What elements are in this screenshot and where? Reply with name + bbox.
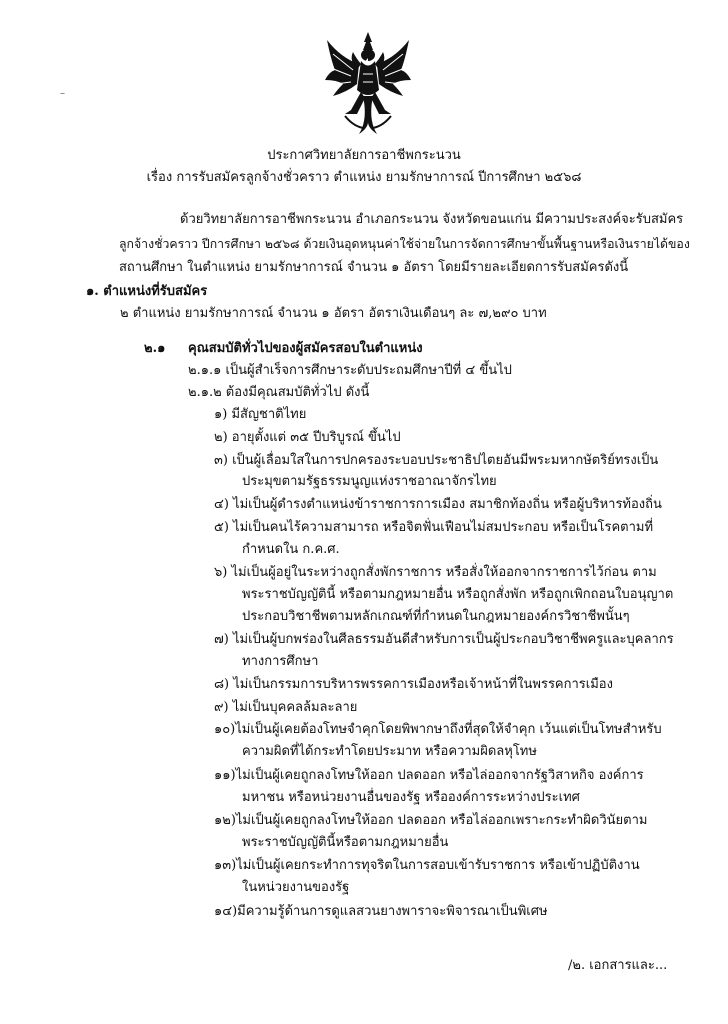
intro-line-1: ด้วยวิทยาลัยการอาชีพกระนวน อำเภอกระนวน จังหวัดขอนแก่น มีความประสงค์จะรับสมัคร: [180, 212, 684, 227]
intro-line-3: สถานศึกษา ในตำแหน่ง ยามรักษาการณ์ จำนวน ๑ อัตรา โดยมีรายละเอียดการรับสมัครดังนี้: [119, 260, 629, 275]
continuation-note: /๒. เอกสารและ...: [568, 958, 668, 973]
list-item: ๑) มีสัญชาติไทย: [214, 407, 307, 422]
list-item-continued: ประกอบวิชาชีพตามหลักเกณฑ์ที่กำหนดในกฎหมายองค์กรวิชาชีพนั้นๆ: [242, 609, 630, 624]
intro-line-2: ลูกจ้างชั่วคราว ปีการศึกษา ๒๕๖๘ ด้วยเงินอุดหนุนค่าใช้จ่ายในการจัดการศึกษาขั้นพื้นฐานหรือเงินรายได้ของ: [119, 237, 690, 251]
list-item: ๒) อายุตั้งแต่ ๓๕ ปีบริบูรณ์ ขึ้นไป: [214, 430, 401, 445]
scan-mark: –: [60, 88, 65, 99]
list-item-continued: ความผิดที่ได้กระทำโดยประมาท หรือความผิดลหุโทษ: [242, 744, 537, 759]
position-line: ๒ ตำแหน่ง ยามรักษาการณ์ จำนวน ๑ อัตรา อัตราเงินเดือนๆ ละ ๗,๒๙๐ บาท: [120, 306, 547, 321]
list-item: ๕) ไม่เป็นคนไร้ความสามารถ หรือจิตฟั่นเฟือนไม่สมประกอบ หรือเป็นโรคตามที่: [214, 520, 654, 535]
list-item-continued: พระราชบัญญัตินี้หรือตามกฎหมายอื่น: [242, 835, 449, 850]
list-item: ๔) ไม่เป็นผู้ดำรงตำแหน่งข้าราชการการเมือง สมาชิกท้องถิ่น หรือผู้บริหารท้องถิ่น: [214, 497, 662, 512]
list-item: ๗) ไม่เป็นผู้บกพร่องในศีลธรรมอันดีสำหรับการเป็นผู้ประกอบวิชาชีพครูและบุคลากร: [214, 632, 674, 647]
list-item: ๖) ไม่เป็นผู้อยู่ในระหว่างถูกสั่งพักราชการ หรือสั่งให้ออกจากราชการไว้ก่อน ตาม: [214, 565, 657, 580]
announcement-title: ประกาศวิทยาลัยการอาชีพกระนวน: [267, 148, 461, 163]
list-item: ๑๔)มีความรู้ด้านการดูแลสวนยางพาราจะพิจารณาเป็นพิเศษ: [214, 904, 548, 919]
list-item: ๘) ไม่เป็นกรรมการบริหารพรรคการเมืองหรือเจ้าหน้าที่ในพรรคการเมือง: [214, 677, 613, 692]
list-item: ๓) เป็นผู้เลื่อมใสในการปกครองระบอบประชาธิปไตยอันมีพระมหากษัตริย์ทรงเป็น: [214, 453, 659, 468]
announcement-subject: เรื่อง การรับสมัครลูกจ้างชั่วคราว ตำแหน่ง ยามรักษาการณ์ ปีการศึกษา ๒๕๖๘: [146, 170, 582, 185]
list-item-continued: ทางการศึกษา: [242, 654, 319, 669]
list-item: ๑๐)ไม่เป็นผู้เคยต้องโทษจำคุกโดยพิพากษาถึงที่สุดให้จำคุก เว้นแต่เป็นโทษสำหรับ: [214, 722, 662, 737]
list-item: ๑๓)ไม่เป็นผู้เคยกระทำการทุจริตในการสอบเข้ารับราชการ หรือเข้าปฏิบัติงาน: [214, 858, 640, 873]
list-item-continued: ในหน่วยงานของรัฐ: [242, 880, 350, 895]
section-2-1-number: ๒.๑: [144, 341, 166, 356]
sub-2-1-1: ๒.๑.๑ เป็นผู้สำเร็จการศึกษาระดับประถมศึกษาปีที่ ๔ ขึ้นไป: [188, 363, 512, 378]
list-item: ๑๒)ไม่เป็นผู้เคยถูกลงโทษให้ออก ปลดออก หรือไล่ออกเพราะกระทำผิดวินัยตาม: [214, 813, 648, 828]
list-item-continued: พระราชบัญญัตินี้ หรือตามกฎหมายอื่น หรือถูกสั่งพัก หรือถูกเพิกถอนใบอนุญาต: [242, 587, 674, 602]
list-item-continued: มหาชน หรือหน่วยงานอื่นของรัฐ หรือองค์การระหว่างประเทศ: [242, 790, 580, 805]
list-item-continued: ประมุขตามรัฐธรรมนูญแห่งราชอาณาจักรไทย: [242, 474, 497, 489]
list-item: ๙) ไม่เป็นบุคคลล้มละลาย: [214, 700, 358, 715]
sub-2-1-2: ๒.๑.๒ ต้องมีคุณสมบัติทั่วไป ดังนี้: [188, 385, 370, 400]
list-item-continued: กำหนดใน ก.ค.ศ.: [242, 542, 340, 557]
list-item: ๑๑)ไม่เป็นผู้เคยถูกลงโทษให้ออก ปลดออก หรือไล่ออกจากรัฐวิสาหกิจ องค์การ: [214, 768, 644, 783]
garuda-emblem-icon: [323, 30, 413, 138]
section-2-1-heading: คุณสมบัติทั่วไปของผู้สมัครสอบในตำแหน่ง: [188, 341, 423, 356]
section-1-heading: ๑. ตำแหน่งที่รับสมัคร: [86, 284, 208, 299]
